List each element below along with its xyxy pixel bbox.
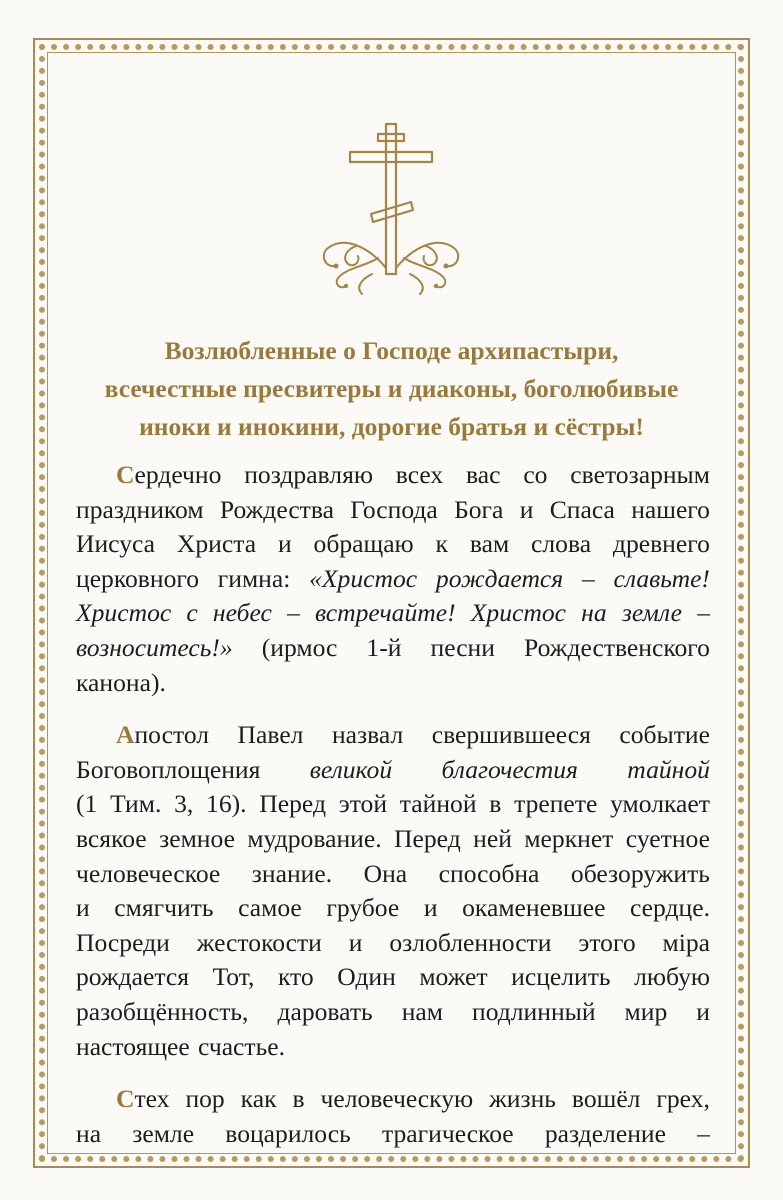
word: сердце. <box>630 893 710 923</box>
word: Она <box>363 858 408 888</box>
word: земное <box>159 823 235 853</box>
text-line <box>76 527 710 562</box>
word: знание. <box>251 858 333 888</box>
word: меркнет <box>524 823 614 853</box>
word: праздником <box>76 494 204 524</box>
text-line <box>76 1082 710 1117</box>
word: в <box>292 1084 305 1114</box>
word: всякое <box>76 823 147 853</box>
word: с <box>186 598 198 628</box>
word: Сердечно <box>116 460 222 489</box>
word: 3, <box>174 789 194 819</box>
word: небес <box>212 598 272 628</box>
text-line <box>76 822 710 857</box>
word: назвал <box>331 720 404 750</box>
word: озлобленности <box>389 927 552 957</box>
word: Павел <box>237 720 304 750</box>
word: и <box>76 893 90 923</box>
word: славьте! <box>613 563 710 593</box>
word: древнего <box>612 529 710 559</box>
word: человеческую <box>320 1084 474 1114</box>
word: может <box>419 962 488 992</box>
word: вам <box>469 529 510 559</box>
text-line <box>76 458 710 493</box>
word: к <box>435 529 448 559</box>
word: светозарным <box>570 460 710 489</box>
word: и <box>696 996 710 1026</box>
word: тайной <box>399 789 477 819</box>
word: окаменевшее <box>462 893 606 923</box>
text-line <box>76 562 710 597</box>
word: Тот, <box>212 962 255 992</box>
word: Спаса <box>549 494 615 524</box>
word: как <box>240 1084 277 1114</box>
text-line <box>76 1117 710 1152</box>
word: рождается <box>435 563 564 593</box>
text-line <box>76 666 710 701</box>
greeting-heading <box>80 332 703 446</box>
word: Иисуса <box>76 529 156 559</box>
word: мир <box>624 996 668 1026</box>
word: Бога <box>454 494 504 524</box>
word: песни <box>430 632 495 662</box>
paragraph-gap <box>76 700 710 718</box>
word: ней <box>473 823 512 853</box>
word: – <box>287 598 300 628</box>
word: – <box>581 563 595 593</box>
word: 16). <box>206 789 247 819</box>
word: счастье. <box>197 1031 286 1061</box>
word: благочестия <box>441 754 578 784</box>
word: и <box>519 494 534 524</box>
paragraph <box>76 458 710 700</box>
text-line <box>76 596 710 631</box>
word: Господа <box>350 494 438 524</box>
word: всех <box>395 460 444 489</box>
word: Тим. <box>110 789 162 819</box>
text-line <box>76 960 710 995</box>
word: рождается <box>76 962 190 992</box>
word: трагическое <box>381 1118 514 1148</box>
text-line <box>76 753 710 788</box>
word: этой <box>338 789 388 819</box>
word: разделение <box>544 1118 666 1148</box>
text-line <box>76 995 710 1030</box>
word: возноситесь!» <box>76 632 233 662</box>
word: пор <box>185 1084 225 1114</box>
text-line <box>76 857 710 892</box>
word: грубое <box>326 893 400 923</box>
word: Христос <box>470 598 567 628</box>
word: настоящее <box>76 1031 190 1061</box>
text-line <box>76 718 710 753</box>
word: даровать <box>277 996 373 1026</box>
initial-letter: А <box>116 720 135 750</box>
word: великой <box>309 754 393 784</box>
initial-letter: С <box>116 460 135 489</box>
word: – <box>697 1118 710 1148</box>
word: обращаю <box>313 529 414 559</box>
initial-letter: С <box>116 1084 135 1114</box>
word: церковного <box>76 563 200 593</box>
word: подлинный <box>472 996 596 1026</box>
word: Апостол <box>116 720 210 750</box>
word: обезоружить <box>570 858 710 888</box>
word: исцелить <box>511 962 611 992</box>
heading-line: иноки и инокини, дорогие братья и сёстры! <box>139 412 644 441</box>
word: Рождественского <box>524 632 710 662</box>
heading-line: всечестные пресвитеры и диаконы, боголюбивые <box>104 374 679 403</box>
word: Перед <box>394 823 461 853</box>
word: «Христос <box>309 563 418 593</box>
word: самое <box>238 893 302 923</box>
word: на <box>76 1118 102 1148</box>
word: жестокости <box>196 927 322 957</box>
text-line <box>76 1030 710 1065</box>
word: и <box>423 893 438 923</box>
word: Посреди <box>76 927 170 957</box>
paragraph <box>76 718 710 1064</box>
word: Рождества <box>219 494 334 524</box>
word: и <box>277 529 292 559</box>
word: (ирмос <box>261 632 338 662</box>
word: суетное <box>625 823 710 853</box>
word: слова <box>531 529 592 559</box>
word: гимна: <box>217 563 291 593</box>
word: свершившееся <box>431 720 591 750</box>
heading-line: Возлюбленные о Господе архипастыри, <box>164 336 619 365</box>
word: тайной <box>627 754 710 784</box>
word: на <box>581 598 607 628</box>
word: Боговоплощения <box>76 754 261 784</box>
word: нашего <box>631 494 710 524</box>
cross-ornament-icon <box>316 118 466 298</box>
word: – <box>697 598 710 628</box>
word: Стех <box>116 1084 170 1114</box>
word: кто <box>277 962 314 992</box>
word: смягчить <box>114 893 214 923</box>
text-line <box>76 926 710 961</box>
word: канона). <box>76 667 166 697</box>
word: со <box>523 460 548 489</box>
word: этого <box>578 927 636 957</box>
word: (1 <box>76 789 98 819</box>
word: Один <box>337 962 396 992</box>
word: грех, <box>656 1084 710 1114</box>
word: встречайте! <box>315 598 456 628</box>
word: любую <box>634 962 710 992</box>
letter-body <box>76 458 710 1151</box>
word: жизнь <box>489 1084 556 1114</box>
word: земле <box>132 1118 195 1148</box>
text-line <box>76 891 710 926</box>
word: Христа <box>176 529 257 559</box>
word: поздравляю <box>244 460 373 489</box>
word: мудрование. <box>247 823 382 853</box>
word: умолкает <box>610 789 710 819</box>
word: и <box>348 927 363 957</box>
word: разобщённость, <box>76 996 249 1026</box>
word: человеческое <box>76 858 221 888</box>
word: вас <box>466 460 501 489</box>
text-line <box>76 493 710 528</box>
word: Перед <box>259 789 326 819</box>
word: Христос <box>76 598 172 628</box>
word: вошёл <box>571 1084 641 1114</box>
word: способна <box>438 858 540 888</box>
text-line <box>76 787 710 822</box>
paragraph-gap <box>76 1064 710 1082</box>
word: воцарилось <box>225 1118 351 1148</box>
word: нам <box>401 996 443 1026</box>
word: трепете <box>514 789 598 819</box>
word: міра <box>662 927 710 957</box>
word: в <box>489 789 502 819</box>
paragraph <box>76 1082 710 1151</box>
word: земле <box>621 598 683 628</box>
word: событие <box>619 720 710 750</box>
text-line <box>76 631 710 666</box>
word: 1-й <box>366 632 402 662</box>
